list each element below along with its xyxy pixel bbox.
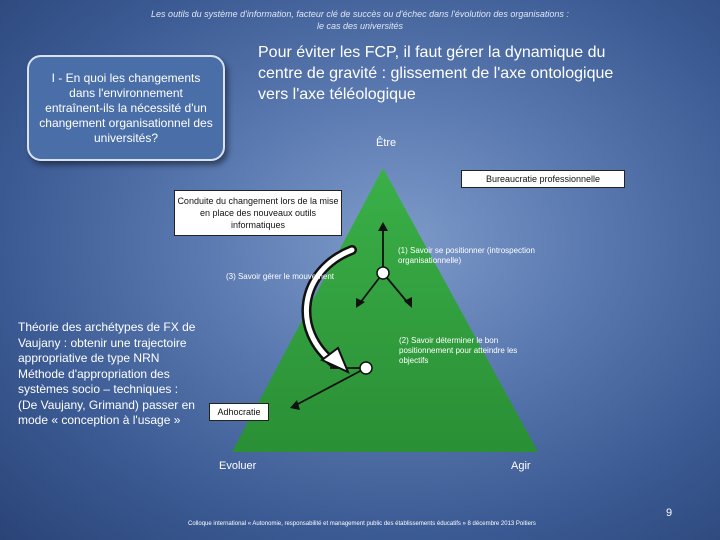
box-adhocratie: Adhocratie bbox=[209, 403, 269, 421]
question-text: I - En quoi les changements dans l'environnement entraînent-ils la nécessité d'un changement organisationnel des universités? bbox=[39, 70, 213, 145]
label-agir: Agir bbox=[511, 460, 531, 472]
box-bureaucratie: Bureaucratie professionnelle bbox=[461, 170, 625, 188]
label-evoluer: Evoluer bbox=[219, 460, 257, 472]
header-line-2: le cas des universités bbox=[316, 21, 404, 31]
main-title: Pour éviter les FCP, il faut gérer la dynamique du centre de gravité : glissement de l'axe ontologique vers l'axe téléologique bbox=[258, 44, 614, 103]
label-etre: Être bbox=[376, 137, 397, 149]
node-top bbox=[377, 267, 389, 279]
header-line-1: Les outils du système d'information, facteur clé de succès ou d'échec dans l'évolution des organisations : bbox=[151, 9, 569, 19]
node-bottom bbox=[360, 362, 372, 374]
label-step-3: (3) Savoir gérer le mouvement bbox=[225, 272, 335, 281]
page-number: 9 bbox=[666, 507, 673, 519]
label-step-2: (2) Savoir déterminer le bon positionnement pour atteindre les objectifs bbox=[399, 336, 518, 365]
theorie-text: Théorie des archétypes de FX de Vaujany : obtenir une trajectoire appropriative de type NRN Méthode d'appropriation des systèmes socio – techniques : (De Vaujany, Grimand) passer en mode « conception à l'usage » bbox=[18, 320, 196, 427]
label-step-1: (1) Savoir se positionner (introspection organisationnelle) bbox=[398, 246, 535, 265]
slide-footer: Colloque international « Autonomie, responsabilité et management public des établissements éducatifs » 8 décembre 2013 Poitiers bbox=[188, 521, 536, 527]
box-conduite-changement: Conduite du changement lors de la mise en place des nouveaux outils informatiques bbox=[174, 190, 342, 236]
